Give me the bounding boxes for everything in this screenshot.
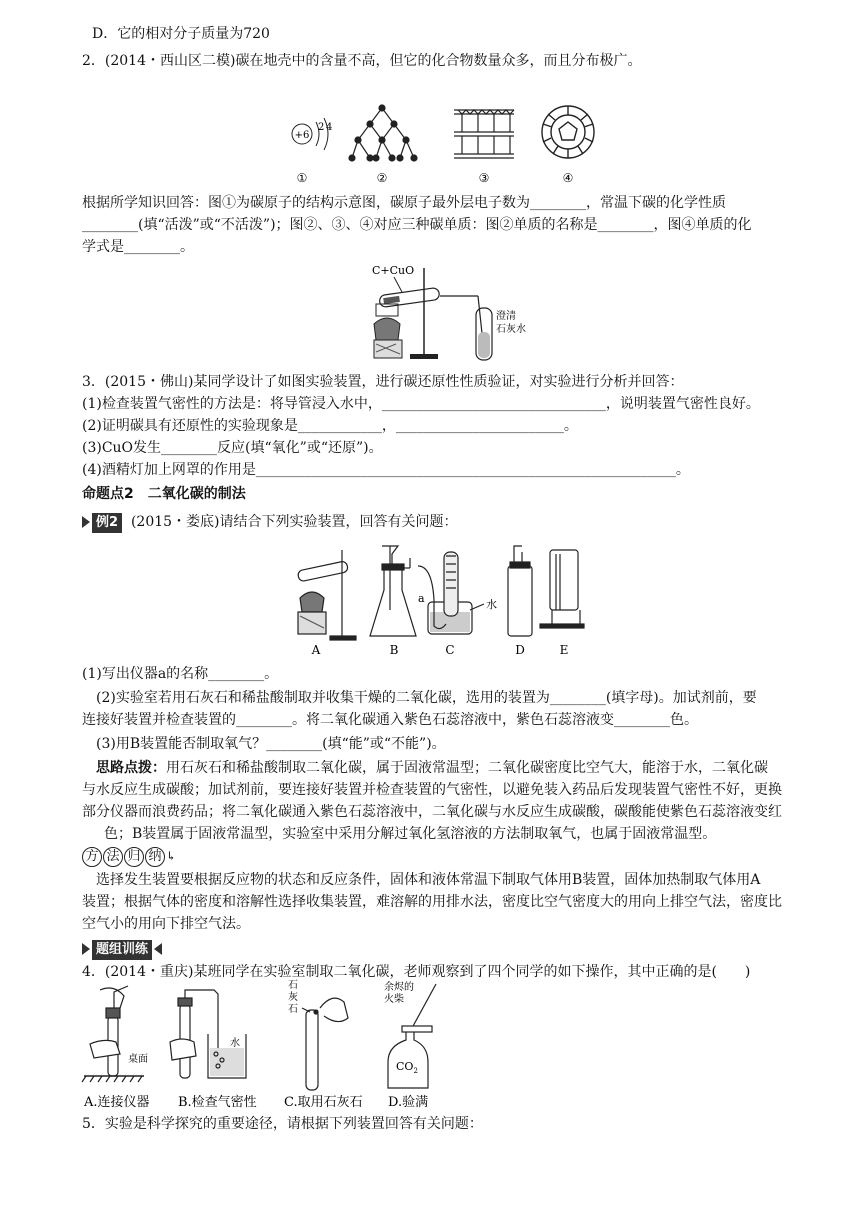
fullerene-structure — [542, 106, 594, 158]
label-b: B — [389, 643, 399, 657]
ex2-part-2a: (2)实验室若用石灰石和稀盐酸制取并收集干燥的二氧化碳，选用的装置为________(填字母)。加试剂前，要 — [96, 690, 757, 706]
group-arrow-left-icon — [154, 943, 162, 955]
carbon-figure — [282, 102, 602, 186]
method-summary-tag — [82, 846, 176, 867]
ex2-part-3: (3)用B装置能否制取氧气？________(填“能”或“不能”)。 — [96, 736, 446, 752]
question-5: 5．实验是科学探究的重要途径，请根据下列装置回答有关问题： — [82, 1116, 483, 1132]
apparatus-a — [297, 550, 356, 640]
group-practice-tag — [82, 939, 162, 960]
example-2-tag: 例2 — [92, 513, 122, 533]
hint-text-1: 用石灰石和稀盐酸制取二氧化碳，属于固液常温型；二氧化碳密度比空气大，能溶于水，二氧化碳 — [166, 760, 768, 776]
label-c: C — [445, 643, 455, 657]
limewater-label-2: 石灰水 — [496, 324, 526, 335]
example-arrow-icon — [82, 516, 90, 528]
q4-operations-figure — [84, 982, 444, 1110]
example-2-line — [82, 512, 458, 533]
label-d: D — [515, 643, 525, 657]
method-char-4: 纳 — [145, 847, 165, 867]
q2-answer-line-1: 根据所学知识回答：图①为碳原子的结构示意图，碳原子最外层电子数为________，常温下碳的化学性质 — [82, 195, 726, 211]
co2-apparatus-figure — [294, 540, 594, 658]
q3-part-4: (4)酒精灯加上网罩的作用是____________________________________________________________。 — [82, 462, 690, 478]
instrument-a-label: a — [418, 592, 425, 605]
question-4: 4．(2014・重庆)某班同学在实验室制取二氧化碳，老师观察到了四个同学的如下操作，其中正确的是( ) — [82, 964, 751, 980]
limestone-label-1: 石 — [288, 980, 298, 991]
method-line-3: 空气小的用向下排空气法。 — [82, 916, 250, 932]
match-label-1: 余烬的 — [384, 982, 414, 993]
fig-label-4: ④ — [562, 171, 574, 185]
diamond-structure — [349, 105, 417, 161]
question-3: 3．(2015・佛山)某同学设计了如图实验装置，进行碳还原性性质验证，对实验进行分析并回答： — [82, 374, 684, 390]
operation-b-figure — [170, 990, 246, 1078]
option-c-label: C.取用石灰石 — [284, 1095, 363, 1110]
limestone-label-2: 灰 — [288, 992, 298, 1003]
desk-label: 桌面 — [128, 1054, 148, 1065]
water-label-c: 水 — [486, 598, 497, 611]
limestone-label-3: 石 — [288, 1004, 298, 1015]
q3-part-1: (1)检查装置气密性的方法是：将导管浸入水中，________________________________，说明装置气密性良好。 — [82, 396, 760, 412]
graphite-structure — [454, 110, 514, 158]
shell-2-label: 4 — [326, 122, 333, 133]
option-d-label: D.验满 — [388, 1095, 429, 1110]
reduction-apparatus — [366, 262, 526, 366]
method-line-1: 选择发生装置要根据反应物的状态和反应条件，固体和液体常温下制取气体用B装置，固体加热制取气体用A — [96, 872, 761, 888]
hint-label: 思路点拨： — [96, 760, 166, 776]
shell-1-label: 2 — [318, 122, 325, 133]
ex2-part-1: (1)写出仪器a的名称________。 — [82, 666, 279, 682]
q2-answer-line-2: ________(填“活泼”或“不活泼”)；图②、③、④对应三种碳单质：图②单质的名称是________，图④单质的化 — [82, 217, 752, 233]
section-heading-2: 命题点2 二氧化碳的制法 — [82, 486, 246, 502]
nucleus-label: +6 — [294, 130, 310, 141]
method-char-3: 归 — [124, 847, 144, 867]
operation-a-figure — [82, 986, 144, 1082]
apparatus-d — [508, 546, 532, 636]
match-label-2: 火柴 — [384, 994, 404, 1005]
reactant-label: C+CuO — [372, 264, 415, 277]
fig-label-1: ① — [296, 171, 308, 185]
hint-line-1 — [96, 758, 768, 778]
co2-label: $CO_2$ — [396, 1060, 418, 1075]
operation-c-figure — [302, 998, 348, 1090]
group-arrow-right-icon — [82, 943, 90, 955]
label-e: E — [559, 643, 569, 657]
limewater-label-1: 澄清 — [496, 311, 516, 322]
apparatus-b — [370, 546, 416, 636]
carbon-atom-diagram — [292, 118, 332, 150]
fig-label-3: ③ — [478, 171, 490, 185]
group-practice-label: 题组训练 — [92, 940, 152, 960]
apparatus-e — [540, 550, 584, 628]
method-char-2: 法 — [103, 847, 123, 867]
method-arrow-icon: ↳ — [166, 849, 177, 863]
q3-part-2: (2)证明碳具有还原性的实验现象是____________，________________________。 — [82, 418, 578, 434]
fig-label-2: ② — [376, 171, 388, 185]
ex2-part-2b: 连接好装置并检查装置的________。将二氧化碳通入紫色石蕊溶液中，紫色石蕊溶液变________色。 — [82, 712, 698, 728]
method-line-2: 装置；根据气体的密度和溶解性选择收集装置，难溶解的用排水法，密度比空气密度大的用向上排空气法，密度比 — [82, 894, 782, 910]
question-2: 2．(2014・西山区二模)碳在地壳中的含量不高，但它的化合物数量众多，而且分布极广。 — [82, 53, 642, 69]
example-2-text: (2015・娄底)请结合下列实验装置，回答有关问题： — [130, 514, 458, 530]
hint-line-2: 与水反应生成碳酸；加试剂前，要连接好装置并检查装置的气密性，以避免装入药品后发现装置气密性不好，更换 — [82, 782, 782, 798]
apparatus-c — [418, 552, 484, 634]
q2-answer-line-3: 学式是________。 — [82, 239, 194, 255]
option-d: D．它的相对分子质量为720 — [92, 26, 270, 42]
q3-part-3: (3)CuO发生________反应(填“氧化”或“还原”)。 — [82, 440, 383, 456]
option-a-label: A.连接仪器 — [84, 1095, 150, 1110]
option-b-label: B.检查气密性 — [178, 1095, 257, 1110]
hint-line-4: 色；B装置属于固液常温型，实验室中采用分解过氧化氢溶液的方法制取氧气，也属于固液常温型。 — [104, 826, 717, 842]
hint-line-3: 部分仪器而浪费药品；将二氧化碳通入紫色石蕊溶液中，二氧化碳与水反应生成碳酸，碳酸能使紫色石蕊溶液变红 — [82, 804, 782, 820]
method-char-1: 方 — [82, 847, 102, 867]
label-a: A — [311, 643, 321, 657]
water-label-b: 水 — [230, 1038, 240, 1049]
